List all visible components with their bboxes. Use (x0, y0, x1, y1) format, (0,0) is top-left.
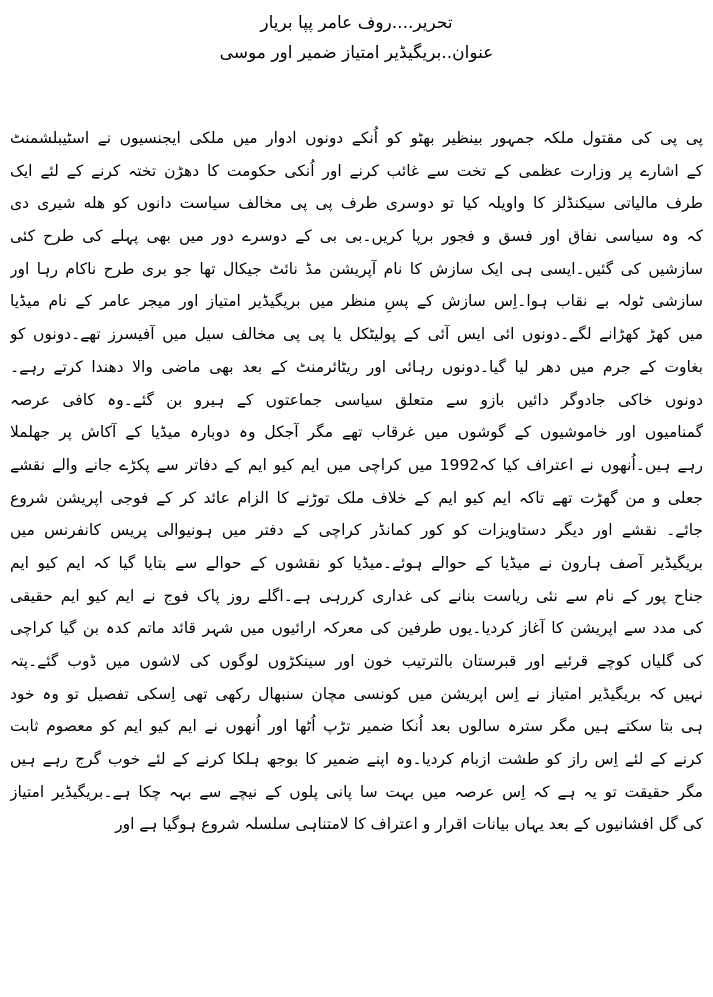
body-line: مگر حقیقت تو یہ ہے کہ اِس عرصہ میں بہت سا پانی پلوں کے نیچے سے بہہ چکا ہے۔بریگیڈیر امتیاز (10, 782, 703, 801)
body-line: کی مدد سے اپریشن کا آغاز کردیا۔یوں طرفین کی معرکہ ارائیوں میں شہر قائد ماتم کدہ بن گیا کراچی (10, 619, 703, 638)
body-line: رہے ہیں۔اُنھوں نے اعتراف کیا کہ1992 میں کراچی میں ایم کیو ایم کے دفاتر سے پکڑے جانے والے نقشے (10, 455, 703, 474)
title-line: عنوان..بریگیڈیر امتیاز ضمیر اور موسی (219, 43, 494, 63)
body-line: کی گل افشانیوں کے بعد یہاں بیانات اقرار و اعتراف کا لامتناہی سلسلہ شروع ہوگیا ہے اور (115, 815, 703, 834)
document-header (0, 10, 713, 70)
body-line: کی گلیاں کوچے قرئیے اور قبرستان بالترتیب خون اور سینکڑوں لوگوں کی لاشوں میں ڈوب گئے۔پتہ (10, 652, 703, 670)
body-line: میں کھڑ کھڑانے لگے۔دونوں ائی ایس آئی کے پولیٹکل یا پی پی مخالف سیل میں آفیسرز تھے۔دونوں کو (10, 325, 703, 344)
article-body (10, 122, 703, 841)
body-line: جائے۔ نقشے اور دیگر دستاویزات کو کور کمانڈر کراچی کے دفتر میں ہونیوالی پریس کانفرنس میں (10, 521, 703, 540)
body-line: گمنامیوں اور خاموشیوں کے گوشوں میں غرقاب تھے مگر آجکل وہ دوبارہ میڈیا کے آکاش پر جھلملا (10, 423, 703, 442)
body-line: کرنے کے لئے اِس راز کو طشت ازبام کردیا۔وہ اپنے ضمیر کا بوجھ ہلکا کرنے کے لئے خوب گرج رہے ہیں (10, 750, 703, 769)
author-line: تحریر....روف عامر پپا بریار (260, 13, 453, 33)
body-line: سازشیں کی گئیں۔ایسی ہی ایک سازش کا نام آپریشن مڈ نائٹ جیکال تھا جو بری طرح ناکام رہا اور (10, 259, 703, 278)
body-line: بغاوت کے جرم میں دھر لیا گیا۔دونوں رہائی اور ریٹائرمنٹ کے بعد بھی ماضی والا دھندا کرتے رہے۔ (10, 357, 703, 376)
body-line: ہی بتا سکتے ہیں مگر سترہ سالوں بعد اُنکا ضمیر تڑپ اُٹھا اور اُنھوں نے ایم کیو ایم کو معصوم ثابت (10, 717, 703, 736)
body-line: جناح پور کے نام سے نئی ریاست بنانے کی غداری کررہی ہے۔اگلے روز پاک فوج نے ایم کیو ایم حقیقی (10, 586, 703, 605)
body-line: طرف مالیاتی سیکنڈلز کا واویلہ کیا تو دوسری طرف پی پی مخالف سیاست دانوں کو هله شیری دی (10, 194, 703, 213)
body-line: کے اشارے پر وزارت عظمی کے تخت سے غائب کرنے اور اُنکی حکومت کا دھڑن تختہ کرنے کے لئے ایک (10, 161, 703, 180)
body-line: دونوں خاکی جادوگر دائیں بازو سے متعلق سیاسی جماعتوں کے ہیرو بن گئے۔وہ کافی عرصہ (10, 390, 703, 409)
body-line: جعلی و من گھڑت تھے تاکہ ایم کیو ایم کے خلاف ملک توڑنے کا الزام عائد کر کے فوجی اپریشن شروع (10, 488, 703, 507)
body-line: سازشی ٹولہ بے نقاب ہوا۔اِس سازش کے پسِ منظر میں بریگیڈیر امتیاز اور میجر عامر کے نام میڈیا (10, 292, 703, 311)
body-line: بریگیڈیر آصف ہارون نے میڈیا کے حوالے ہوئے۔میڈیا کو نقشوں کے حوالے سے بتایا گیا کہ ایم کیو ایم (10, 553, 703, 572)
body-line: نہیں کہ بریگیڈیر امتیاز نے اِس اپریشن میں کونسی مچان سنبھال رکھی تھی اِسکی تفصیل تو وہ خود (10, 684, 703, 703)
body-line: پی پی کی مقتول ملکہ جمہور بینظیر بھٹو کو اُنکے دونوں ادوار میں ملکی ایجنسیوں نے اسٹیبلشمنٹ (10, 129, 703, 147)
body-line: کہ وہ سیاسی نفاق اور فسق و فجور برپا کریں۔بی بی کے دوسرے دور میں بھی پہلے کی طرح کئی (10, 227, 703, 246)
